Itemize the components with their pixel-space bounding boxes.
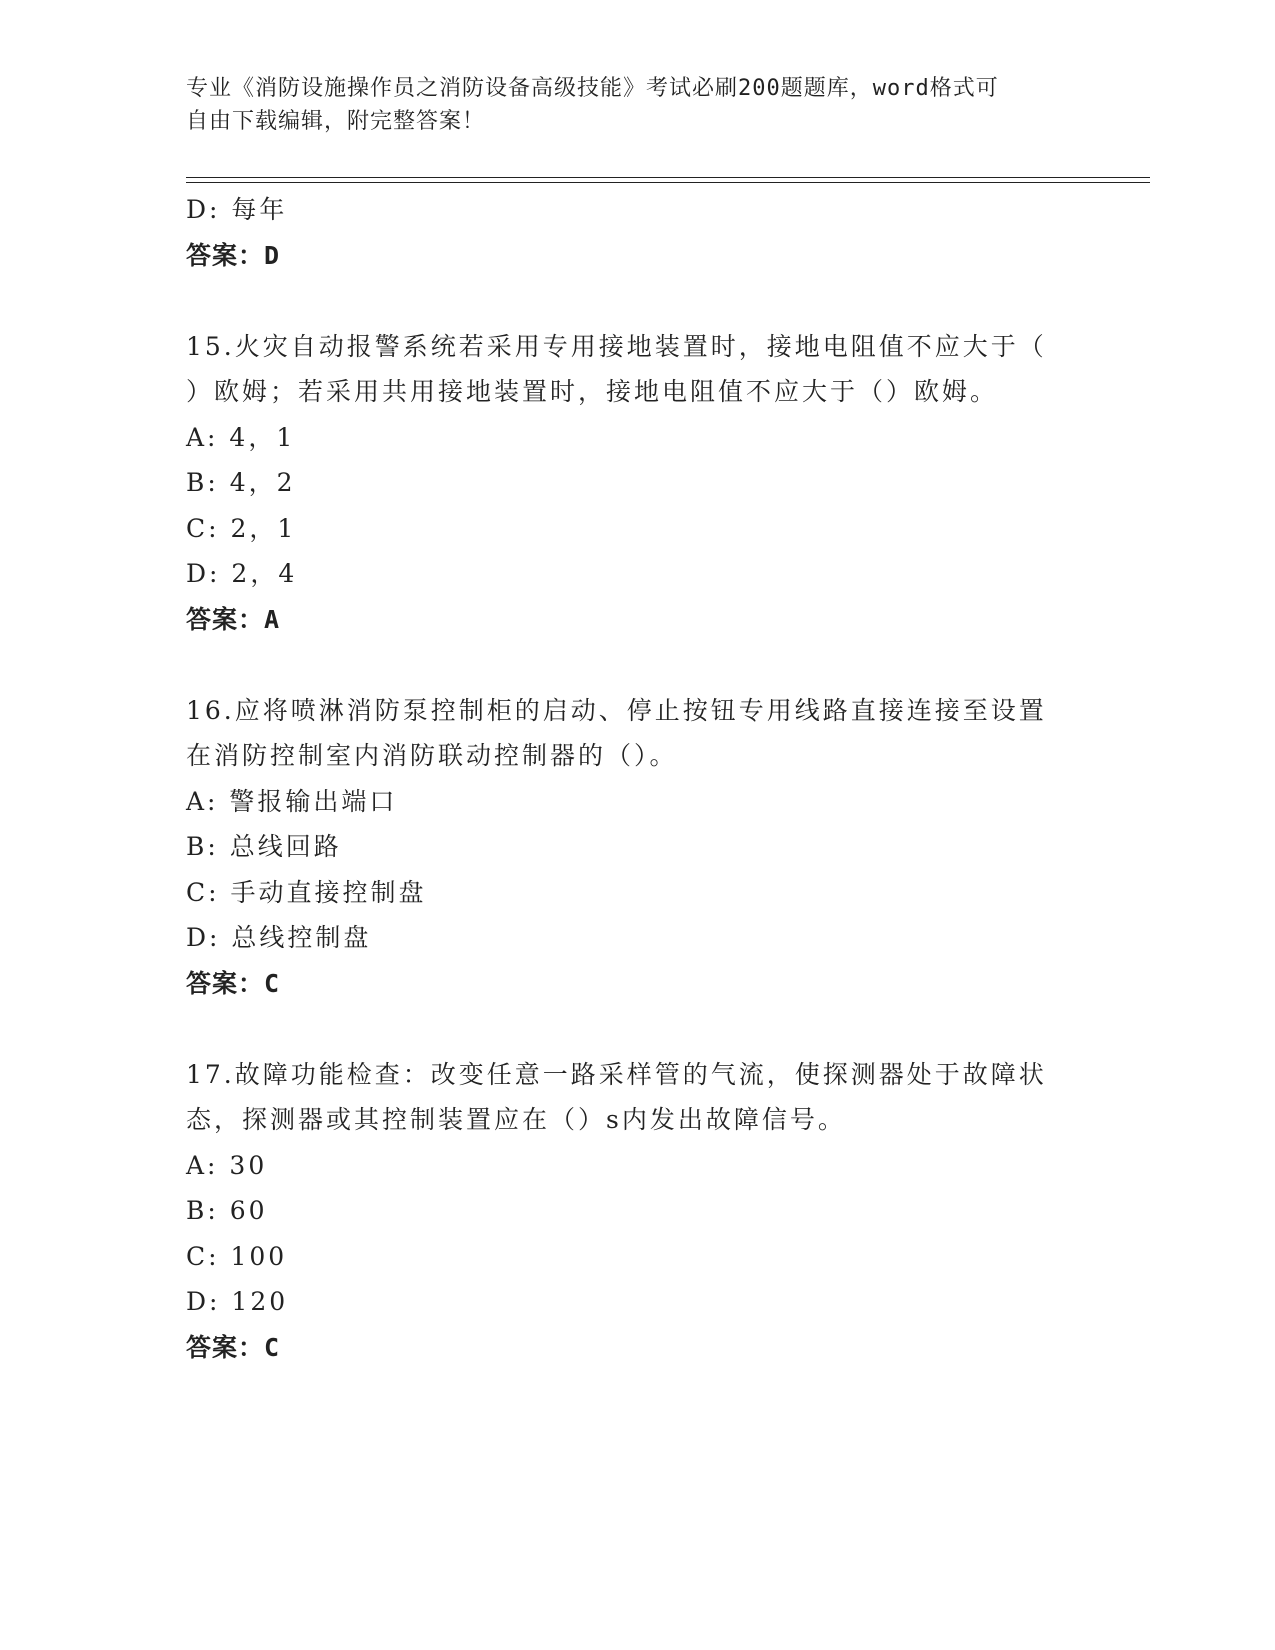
- question-text-line-1: 15.火灾自动报警系统若采用专用接地装置时，接地电阻值不应大于（: [186, 331, 1047, 361]
- question-text-line-1: 17.故障功能检查：改变任意一路采样管的气流，使探测器处于故障状: [186, 1059, 1047, 1089]
- question-text-line-2: 态，探测器或其控制装置应在（）s内发出故障信号。: [186, 1105, 846, 1134]
- header-line-1: 专业《消防设施操作员之消防设备高级技能》考试必刷200题题库，word格式可: [186, 76, 999, 101]
- option-b: B: 60: [186, 1196, 268, 1225]
- option-c: C: 手动直接控制盘: [186, 877, 427, 907]
- header-divider-bottom: [186, 182, 1150, 183]
- answer: 答案：C: [186, 1332, 281, 1362]
- spacer: [186, 278, 1086, 324]
- question-15: [186, 324, 1086, 643]
- question-content: [186, 187, 1086, 1370]
- spacer: [186, 1006, 1086, 1052]
- option-a: A: 警报输出端口: [186, 786, 398, 816]
- question-17: [186, 1052, 1086, 1371]
- option-a: A: 30: [186, 1150, 268, 1180]
- option-c: C: 2，1: [186, 513, 297, 543]
- option-d: D: 2，4: [186, 559, 298, 588]
- header-line-2: 自由下载编辑，附完整答案！: [186, 109, 486, 134]
- question-16: [186, 688, 1086, 1007]
- question-text-line-2: 在消防控制室内消防联动控制器的（）。: [186, 741, 678, 770]
- option-b: B: 总线回路: [186, 832, 342, 861]
- option-c: C: 100: [186, 1241, 288, 1271]
- page-header: [186, 72, 1086, 138]
- option-d: D: 120: [186, 1287, 289, 1316]
- question-text-line-1: 16.应将喷淋消防泵控制柜的启动、停止按钮专用线路直接连接至设置: [186, 695, 1047, 725]
- header-divider-top: [186, 177, 1150, 178]
- option-d: D: 总线控制盘: [186, 923, 372, 952]
- answer: 答案：C: [186, 968, 281, 998]
- option-a: A: 4，1: [186, 422, 296, 452]
- question-text-line-2: ）欧姆；若采用共用接地装置时，接地电阻值不应大于（）欧姆。: [186, 377, 999, 406]
- option-b: B: 4，2: [186, 468, 296, 497]
- answer: 答案：A: [186, 604, 281, 634]
- prev-option-d: D: 每年: [186, 195, 288, 224]
- prev-answer: 答案：D: [186, 240, 281, 270]
- spacer: [186, 642, 1086, 688]
